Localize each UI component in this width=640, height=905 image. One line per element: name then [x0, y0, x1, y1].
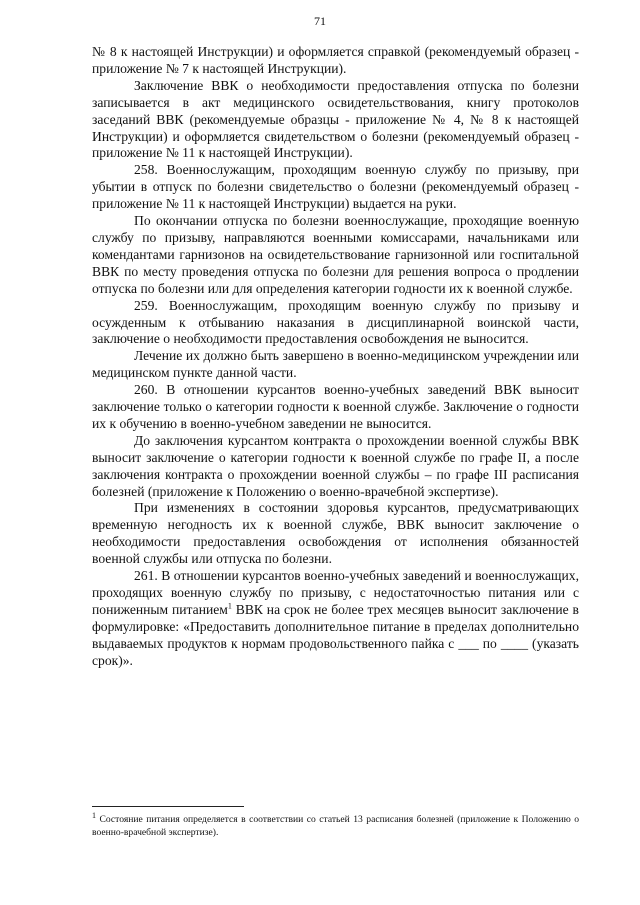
paragraph-contract: До заключения курсантом контракта о прохождении военной службы ВВК выносит заключение о категории годности к военной службе по графе II, а после заключения контракта о прохождении военной службы – по графе III расписания болезней (приложение к Положению о военно-врачебной экспертизе). — [92, 432, 579, 499]
paragraph-vvk-conclusion: Заключение ВВК о необходимости предоставления отпуска по болезни записывается в акт медицинского освидетельствования, книгу протоколов заседаний ВВК (рекомендуемые образцы - приложение № 4, № 8 к настоящей Инструкции) и оформляется свидетельством о болезни (рекомендуемый образец - приложение № 11 к настоящей Инструкции). — [92, 77, 579, 161]
paragraph-end-of-leave: По окончании отпуска по болезни военнослужащие, проходящие военную службу по призыву, направляются военными комиссарами, начальниками или комендантами гарнизонов на освидетельствование гарнизонной или госпитальной ВВК по месту проведения отпуска по болезни для решения вопроса о продлении отпуска по болезни или для определения категории годности их к военной службе. — [92, 213, 579, 296]
paragraph-treatment: Лечение их должно быть завершено в военно-медицинском учреждении или медицинском пункте данной части. — [92, 348, 579, 381]
paragraph-261-start: 261. В отношении курсантов военно-учебных заведений и военнослужащих, проходящих военную службу по призыву, с недостаточностью питания или с пониженным питанием — [92, 568, 579, 617]
footnote-separator — [92, 806, 244, 807]
paragraph-health-changes: При изменениях в состоянии здоровья курсантов, предусматривающих временную негодность их к военной службе, ВВК выносит заключение о необходимости предоставления освобождения от исполнения обязанностей военной службы или отпуска по болезни. — [92, 500, 579, 567]
paragraph-continuation: № 8 к настоящей Инструкции) и оформляется справкой (рекомендуемый образец - приложение № 7 к настоящей Инструкции). — [92, 44, 579, 76]
page-number: 71 — [314, 14, 326, 28]
footnote-marker: 1 — [92, 810, 96, 820]
footnote-reference: 1 — [227, 601, 232, 611]
footnote — [92, 810, 579, 839]
paragraph-258: 258. Военнослужащим, проходящим военную службу по призыву, при убытии в отпуск по болезни свидетельство о болезни (рекомендуемый образец - приложение № 11 к настоящей Инструкции) выдается на руки. — [92, 162, 579, 212]
paragraph-260: 260. В отношении курсантов военно-учебных заведений ВВК выносит заключение только о категории годности к военной службе. Заключение о годности их к обучению в военно-учебном заведении не выносится. — [92, 382, 579, 431]
paragraph-261-end: ВВК на срок не более трех месяцев выносит заключение в формулировке: «Предоставить дополнительное питание в пределах дополнительно выдаваемых продуктов к нормам продовольственного пайка с ___ по ____ (указать срок)». — [92, 601, 579, 668]
footnote-text: Состояние питания определяется в соответствии со статьей 13 расписания болезней (приложение к Положению о военно-врачебной экспертизе). — [92, 814, 579, 838]
paragraph-261 — [92, 568, 579, 669]
paragraph-259: 259. Военнослужащим, проходящим военную службу по призыву и осужденным к отбыванию наказания в дисциплинарной воинской части, заключение о необходимости предоставления освобождения не выносится. — [92, 297, 579, 347]
body-text — [92, 44, 579, 670]
